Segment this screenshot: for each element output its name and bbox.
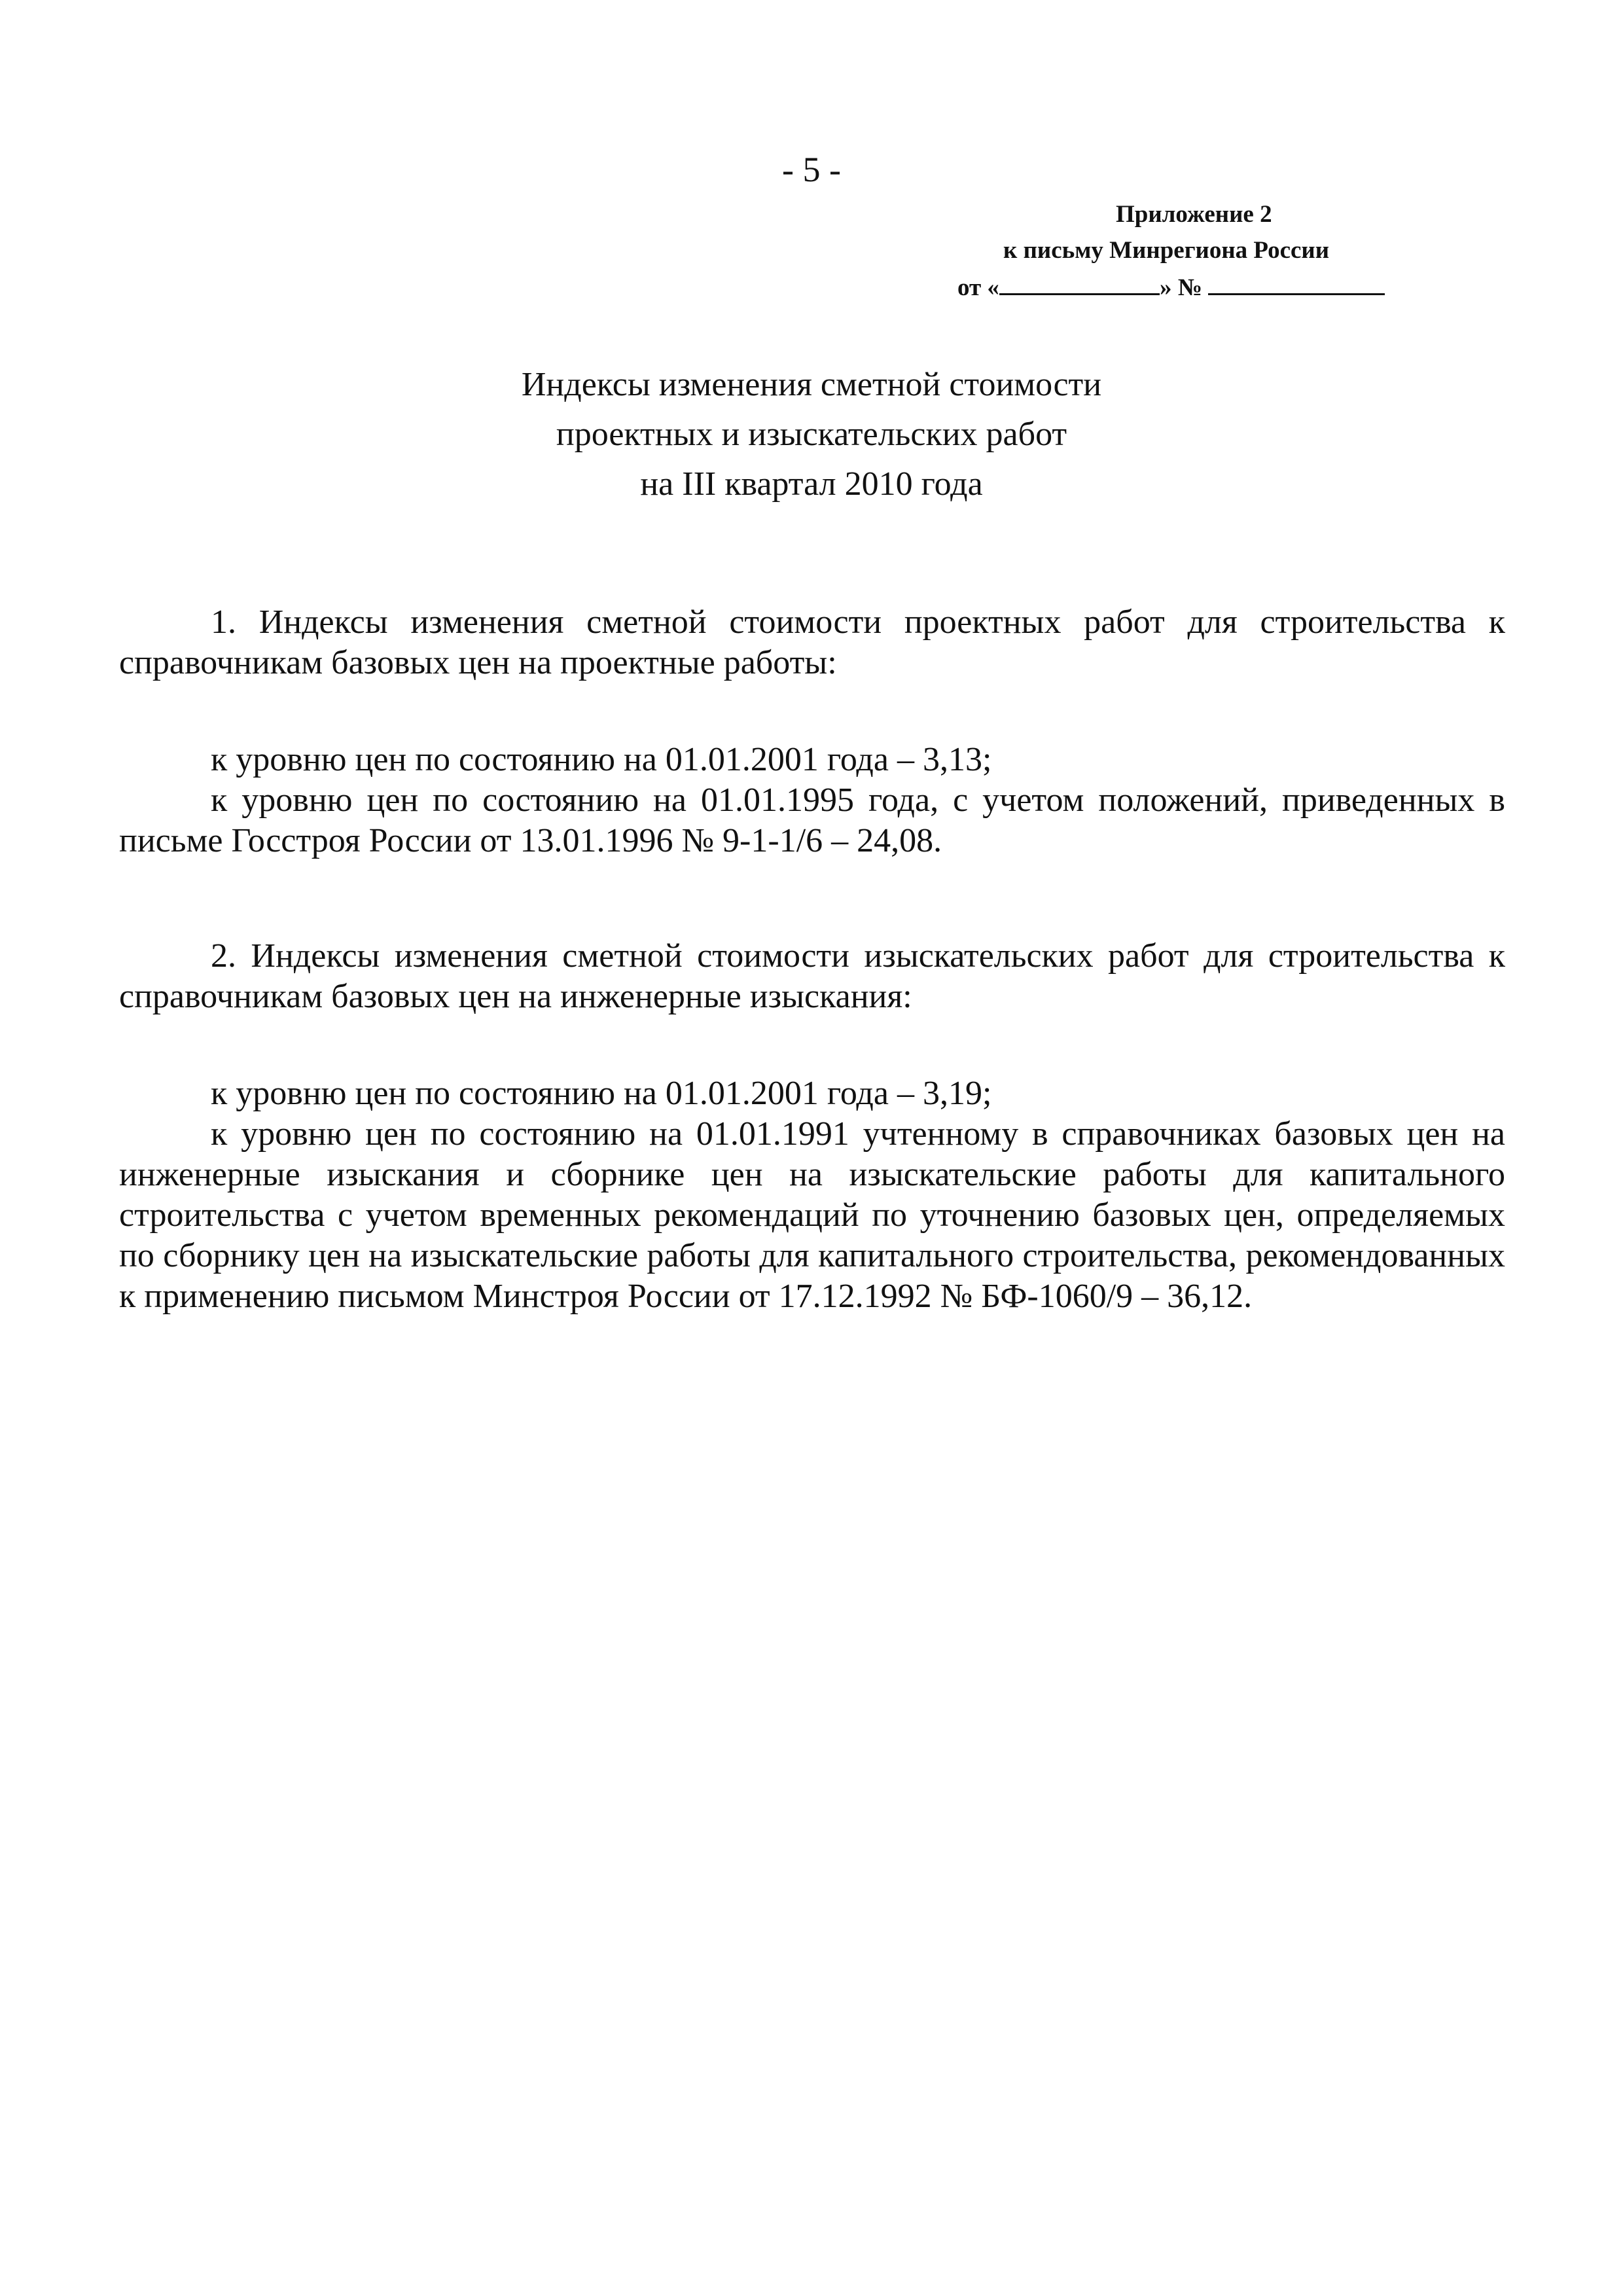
page-number: - 5 - bbox=[782, 150, 841, 189]
title-line-1: Индексы изменения сметной стоимости bbox=[521, 366, 1102, 403]
section-2 bbox=[119, 936, 1505, 1317]
section-2-heading: 2. Индексы изменения сметной стоимости изыскательских работ для строительства к справочникам базовых цен на инженерные изыскания: bbox=[119, 937, 1505, 1015]
appendix-header bbox=[903, 196, 1400, 306]
section-1 bbox=[119, 602, 1505, 861]
title-line-3: на III квартал 2010 года bbox=[640, 465, 983, 503]
appendix-title: Приложение 2 bbox=[1116, 201, 1272, 228]
section-2-item-1: к уровню цен по состоянию на 01.01.2001 года – 3,19; bbox=[211, 1075, 992, 1112]
section-1-item-1: к уровню цен по состоянию на 01.01.2001 года – 3,13; bbox=[211, 741, 992, 778]
document-title bbox=[0, 360, 1623, 509]
title-line-2: проектных и изыскательских работ bbox=[556, 416, 1067, 453]
date-mid: » № bbox=[1159, 274, 1202, 301]
section-1-heading: 1. Индексы изменения сметной стоимости проектных работ для строительства к справочникам базовых цен на проектные работы: bbox=[119, 603, 1505, 681]
date-prefix: от « bbox=[957, 274, 999, 301]
number-blank bbox=[1208, 268, 1385, 295]
section-2-item-2: к уровню цен по состоянию на 01.01.1991 учтенному в справочниках базовых цен на инженерные изыскания и сборнике цен на изыскательские работы для капитального строительства с учетом временных рекомендаций по уточнению базовых цен, определяемых по сборнику цен на изыскательские работы для капитального строительства, рекомендованных к применению письмом Минстроя России от 17.12.1992 № БФ-1060/9 – 36,12. bbox=[119, 1115, 1505, 1315]
section-1-item-2: к уровню цен по состоянию на 01.01.1995 года, с учетом положений, приведенных в письме Госстроя России от 13.01.1996 № 9-1-1/6 – 24,08. bbox=[119, 781, 1505, 859]
appendix-date-number bbox=[957, 268, 1400, 306]
date-blank bbox=[999, 268, 1160, 295]
appendix-letter-ref: к письму Минрегиона России bbox=[1003, 237, 1330, 264]
